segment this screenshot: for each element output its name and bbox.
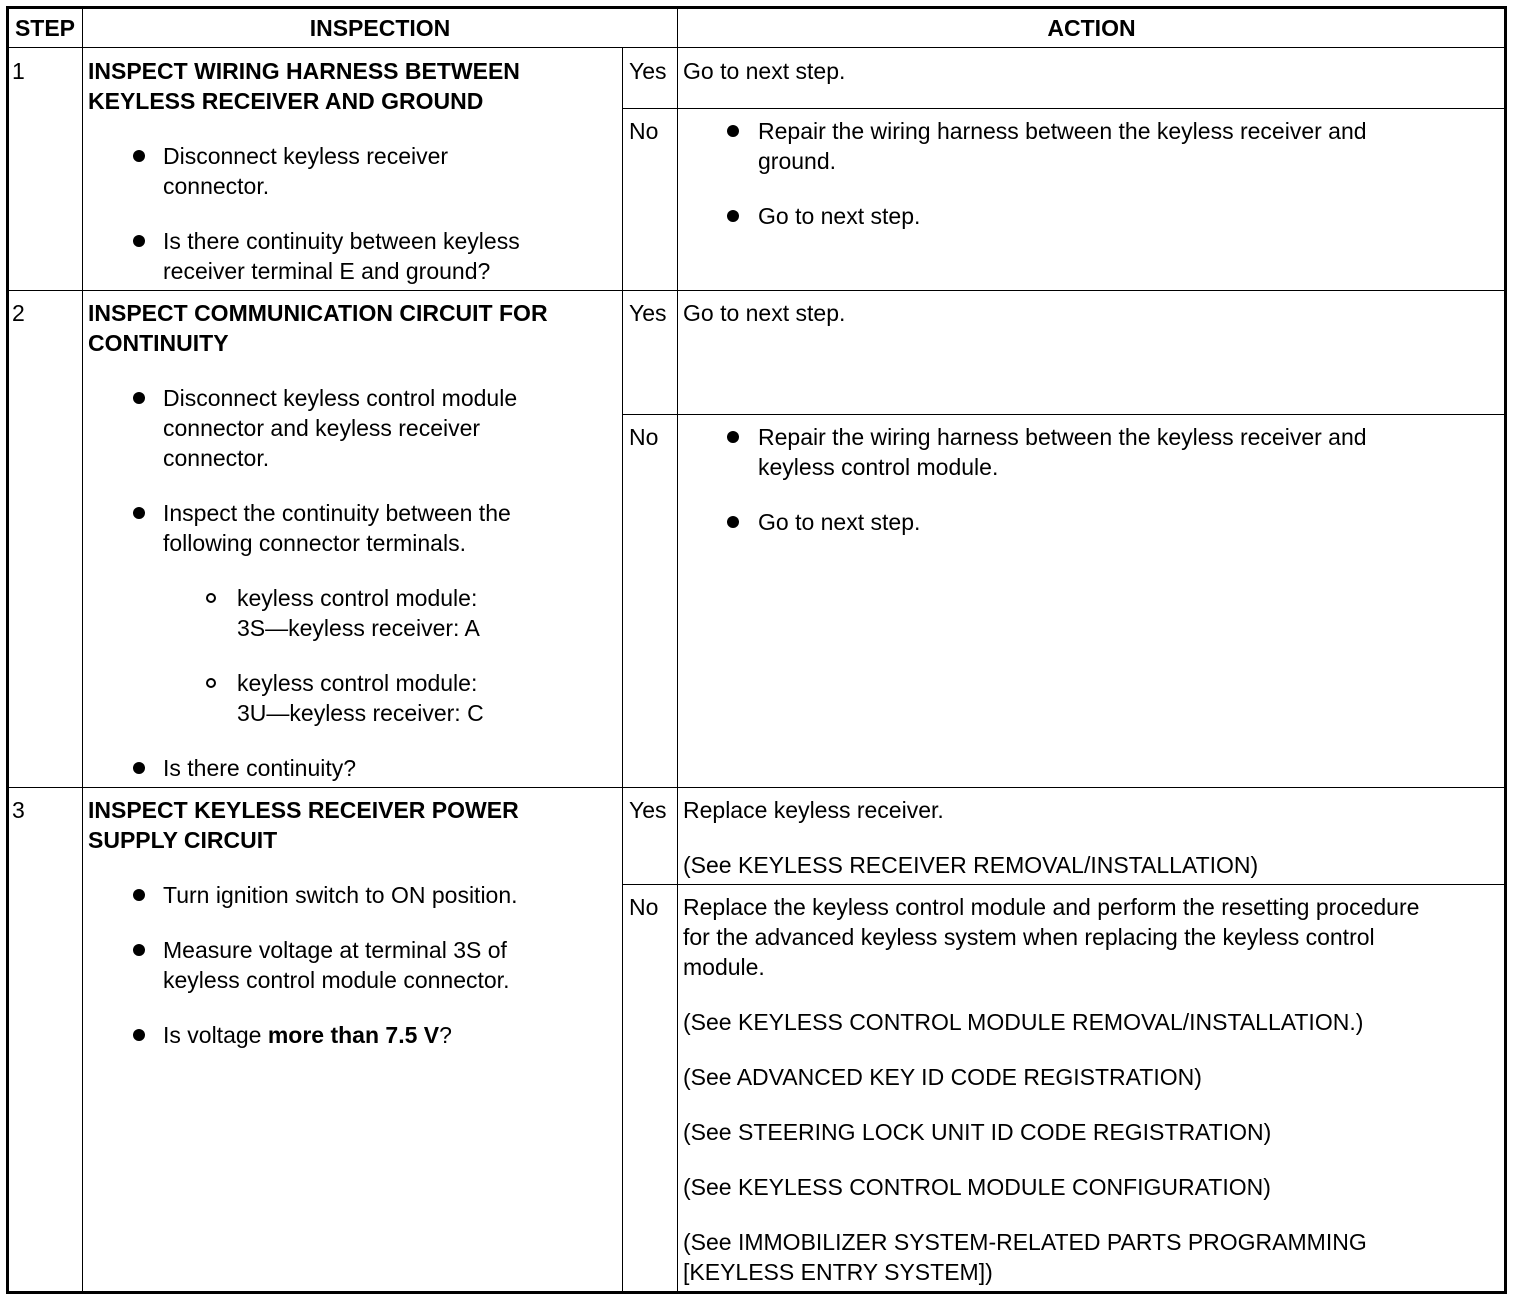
- inspection-item: receiver terminal E and ground?: [163, 258, 491, 284]
- inspection-item: keyless control module connector.: [163, 967, 510, 993]
- no-action-item: Go to next step.: [758, 509, 921, 535]
- no-action-item: ground.: [758, 148, 837, 174]
- header-step: STEP: [14, 15, 76, 41]
- bullet-icon: [727, 125, 739, 137]
- no-action-reference: [KEYLESS ENTRY SYSTEM]): [683, 1259, 993, 1285]
- no-action-line: Replace the keyless control module and perform the resetting procedure: [683, 894, 1420, 920]
- yes-action: Go to next step.: [683, 300, 846, 326]
- yes-label: Yes: [629, 797, 667, 823]
- yes-action: Replace keyless receiver.: [683, 797, 944, 823]
- inspection-item: Is there continuity?: [163, 755, 357, 781]
- no-action-reference: (See KEYLESS CONTROL MODULE REMOVAL/INSTALLATION.): [683, 1009, 1364, 1035]
- yes-action: Go to next step.: [683, 58, 846, 84]
- header-divider: [8, 47, 1505, 48]
- inspection-item: connector and keyless receiver: [163, 415, 481, 441]
- step-title-line: SUPPLY CIRCUIT: [88, 827, 278, 853]
- no-action-reference: (See ADVANCED KEY ID CODE REGISTRATION): [683, 1064, 1202, 1090]
- voltage-question: [163, 1020, 452, 1050]
- yesno-col-divider: [622, 48, 623, 1292]
- no-action-item: Go to next step.: [758, 203, 921, 229]
- bullet-icon: [133, 392, 145, 404]
- step-title-line: INSPECT KEYLESS RECEIVER POWER: [88, 797, 519, 823]
- no-action-item: Repair the wiring harness between the keyless receiver and: [758, 118, 1367, 144]
- inspection-item: Disconnect keyless control module: [163, 385, 518, 411]
- bullet-icon: [133, 762, 145, 774]
- no-label: No: [629, 424, 659, 450]
- no-action-reference: (See STEERING LOCK UNIT ID CODE REGISTRATION): [683, 1119, 1272, 1145]
- voltage-question-pre: Is voltage: [163, 1022, 268, 1048]
- step2-bottom-divider: [8, 787, 1505, 788]
- no-action-line: module.: [683, 954, 765, 980]
- step-title-line: INSPECT WIRING HARNESS BETWEEN: [88, 58, 520, 84]
- inspection-item: Turn ignition switch to ON position.: [163, 882, 518, 908]
- voltage-threshold: more than 7.5 V: [267, 1022, 440, 1048]
- no-action-item: Repair the wiring harness between the keyless receiver and: [758, 424, 1367, 450]
- inspection-subitem: 3S—keyless receiver: A: [237, 615, 480, 641]
- action-col-divider: [677, 8, 678, 1292]
- inspection-subitem: keyless control module:: [237, 585, 478, 611]
- voltage-question-post: ?: [439, 1022, 452, 1048]
- no-action-reference: (See KEYLESS CONTROL MODULE CONFIGURATION): [683, 1174, 1271, 1200]
- step3-yes-no-divider: [622, 884, 1505, 885]
- inspection-item: connector.: [163, 445, 270, 471]
- bullet-icon: [133, 889, 145, 901]
- bullet-icon: [133, 507, 145, 519]
- inspection-subitem: 3U—keyless receiver: C: [237, 700, 484, 726]
- step-number: 2: [12, 300, 25, 326]
- step2-yes-no-divider: [622, 414, 1505, 415]
- inspection-subitem: keyless control module:: [237, 670, 478, 696]
- bullet-icon: [727, 210, 739, 222]
- step1-yes-no-divider: [622, 108, 1505, 109]
- header-inspection: INSPECTION: [309, 15, 451, 41]
- bullet-icon: [727, 516, 739, 528]
- bullet-icon: [133, 944, 145, 956]
- step-number: 3: [12, 797, 25, 823]
- sub-bullet-icon: [206, 678, 216, 688]
- step-number: 1: [12, 58, 25, 84]
- no-action-line: for the advanced keyless system when replacing the keyless control: [683, 924, 1375, 950]
- sub-bullet-icon: [206, 593, 216, 603]
- inspection-item: following connector terminals.: [163, 530, 466, 556]
- inspection-item: Disconnect keyless receiver: [163, 143, 449, 169]
- step-title-line: INSPECT COMMUNICATION CIRCUIT FOR: [88, 300, 548, 326]
- no-label: No: [629, 118, 659, 144]
- inspection-item: connector.: [163, 173, 270, 199]
- step-title-line: KEYLESS RECEIVER AND GROUND: [88, 88, 484, 114]
- step1-bottom-divider: [8, 290, 1505, 291]
- bullet-icon: [133, 1029, 145, 1041]
- yes-action-reference: (See KEYLESS RECEIVER REMOVAL/INSTALLATION): [683, 852, 1259, 878]
- bullet-icon: [133, 235, 145, 247]
- inspection-item: Measure voltage at terminal 3S of: [163, 937, 507, 963]
- bullet-icon: [133, 150, 145, 162]
- no-action-item: keyless control module.: [758, 454, 999, 480]
- no-action-reference: (See IMMOBILIZER SYSTEM-RELATED PARTS PROGRAMMING: [683, 1229, 1367, 1255]
- header-action: ACTION: [1047, 15, 1136, 41]
- yes-label: Yes: [629, 58, 667, 84]
- yes-label: Yes: [629, 300, 667, 326]
- inspection-item: Inspect the continuity between the: [163, 500, 511, 526]
- inspection-item: Is there continuity between keyless: [163, 228, 520, 254]
- bullet-icon: [727, 431, 739, 443]
- step-title-line: CONTINUITY: [88, 330, 229, 356]
- no-label: No: [629, 894, 659, 920]
- step-col-divider: [82, 8, 83, 1292]
